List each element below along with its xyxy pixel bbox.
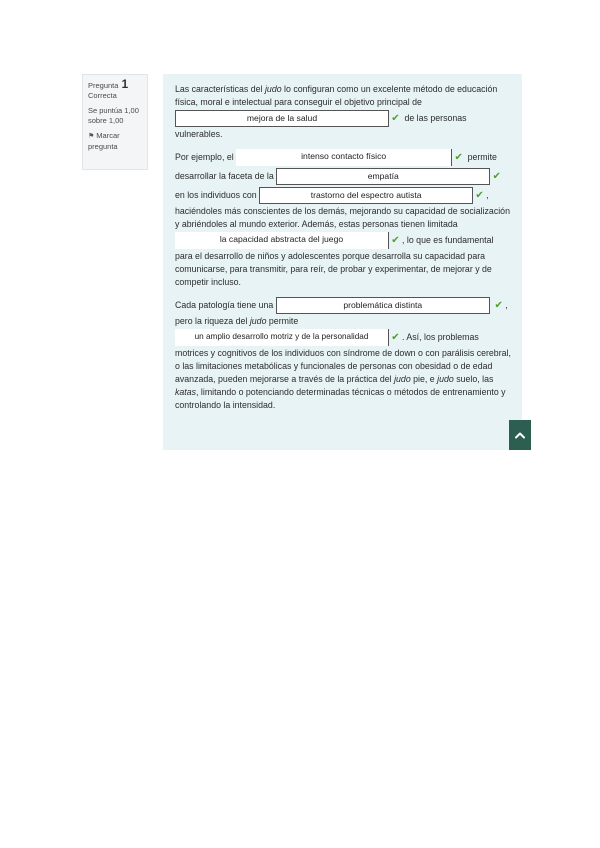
question-number	[88, 77, 143, 91]
question-number-value: 1	[121, 77, 129, 91]
check-icon: ✔	[454, 152, 463, 163]
text: Por ejemplo, el	[175, 151, 234, 162]
answer-blank-7[interactable]: un amplio desarrollo motriz y de la personalidad	[175, 329, 389, 346]
flag-icon: ⚑	[88, 133, 95, 140]
text: , lo que es fundamental para el desarrollo de niños y adolescentes porque desarrolla su capacidad para comunicarse, para transmitir, para reír, de probar y experimentar, de mejorar y de competir incluso.	[175, 234, 494, 287]
check-icon: ✔	[494, 300, 503, 311]
chevron-up-icon	[515, 431, 525, 439]
question-status: Correcta	[88, 90, 117, 100]
answer-blank-2[interactable]: intenso contacto físico	[236, 149, 452, 166]
text: permite desarrollar la faceta de la	[175, 151, 497, 181]
question-info-panel	[82, 74, 148, 170]
text-emphasis: judo	[264, 84, 282, 94]
scroll-to-top-button[interactable]	[509, 420, 531, 450]
text-emphasis: judo	[394, 374, 411, 384]
text-emphasis: judo	[249, 316, 267, 326]
text-emphasis: judo	[437, 374, 454, 384]
check-icon: ✔	[475, 190, 484, 201]
question-score: Se puntúa 1,00 sobre 1,00	[88, 106, 139, 125]
check-icon: ✔	[391, 235, 400, 246]
check-icon: ✔	[391, 332, 400, 343]
check-icon: ✔	[391, 113, 400, 124]
text: en los individuos con	[175, 189, 257, 200]
answer-blank-6[interactable]: problemática distinta	[276, 297, 490, 314]
text: , limitando o potenciando determinadas técnicas o métodos de entrenamiento y controlando la intensidad.	[175, 387, 506, 410]
question-label: Pregunta	[88, 81, 119, 90]
text-emphasis: katas	[175, 387, 197, 397]
flag-question-label: Marcar pregunta	[88, 131, 120, 151]
text: . Así, los problemas motrices y cognitivos de los individuos con síndrome de down o con parálisis cerebral, o las limitaciones metabólicas y funcionales de personas con obesidad o de edad avanzada, pueden mejorarse a través de la práctica del	[175, 331, 511, 384]
question-content	[163, 74, 522, 450]
paragraph-2	[175, 148, 512, 289]
paragraph-1	[175, 83, 512, 141]
text: Las características del	[175, 84, 265, 94]
flag-question-link[interactable]	[88, 131, 143, 151]
text: , pero la riqueza del	[175, 299, 508, 326]
text: , haciéndoles más conscientes de los demás, mejorando su capacidad de socialización y abriéndoles al mundo exterior. Además, estas personas tienen limitada	[175, 189, 510, 229]
answer-blank-4[interactable]: trastorno del espectro autista	[259, 187, 473, 204]
answer-blank-5[interactable]: la capacidad abstracta del juego	[175, 232, 389, 249]
paragraph-3	[175, 296, 512, 412]
text: Cada patología tiene una	[175, 299, 274, 310]
check-icon: ✔	[492, 171, 501, 182]
text: pie, e	[410, 374, 438, 384]
text: suelo, las	[453, 374, 494, 384]
answer-blank-1[interactable]: mejora de la salud	[175, 110, 389, 127]
text: lo configuran como un excelente método de educación física, moral e intelectual para conseguir el objetivo principal de	[175, 84, 498, 107]
text: permite	[266, 316, 299, 326]
text: de las personas vulnerables.	[175, 112, 467, 139]
answer-blank-3[interactable]: empatía	[276, 168, 490, 185]
